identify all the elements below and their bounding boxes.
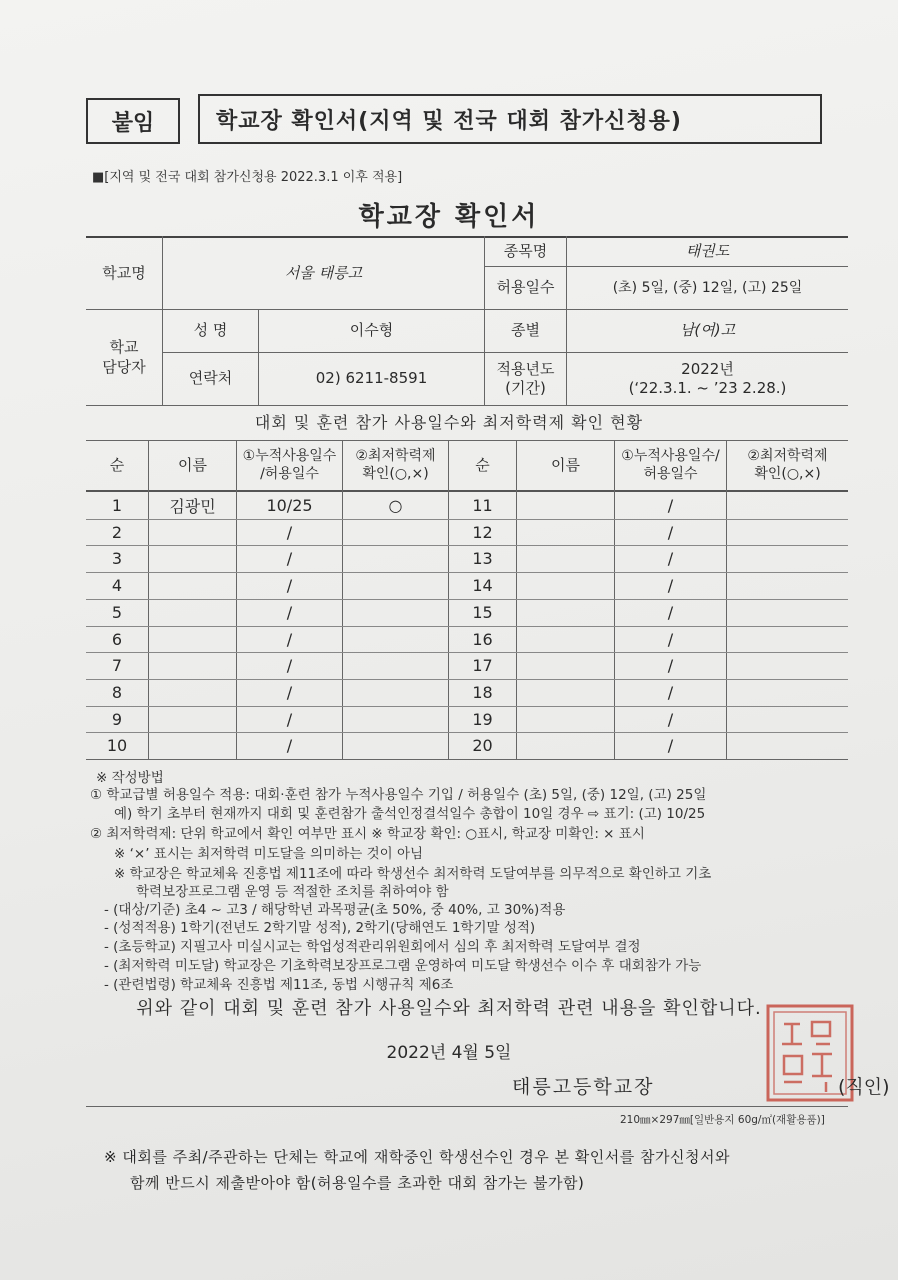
gender-label: 종별 [511,321,540,340]
right-row-days: / [667,549,674,568]
left-row-name [149,572,236,599]
col-header-no: 순 [109,456,125,475]
applicability-note: ■[지역 및 전국 대회 참가신청용 2022.3.1 이후 적용] [92,170,403,185]
note-target: - (대상/기준) 초4 ~ 고3 / 해당학년 과목평균(초 50%, 중 40%, 고 30%)적용 [104,902,566,918]
left-row-name [149,545,236,572]
left-row-days: / [286,630,293,649]
allowed-days-value: (초) 5일, (중) 12일, (고) 25일 [612,279,803,296]
left-row-no: 4 [111,576,123,595]
col-header-check-l1: ②최저학력제 [355,448,436,464]
right-row-no: 19 [472,710,493,729]
left-row-no: 6 [111,630,123,649]
bottom-notice-line2: 함께 반드시 제출받아야 함(허용일수를 초과한 대회 참가는 불가함) [130,1174,585,1192]
note-2-b: ※ 학교장은 학교체육 진흥법 제11조에 따라 학생선수 최저학력 도달여부를 의무적으로 확인하고 기초 [114,866,712,882]
usage-title: 대회 및 훈련 참가 사용일수와 최저학력제 확인 현황 [254,413,644,432]
left-row-no: 10 [106,736,128,755]
right-row-name [517,732,614,759]
seal-label: (직인) [838,1076,890,1098]
right-row-no: 15 [472,603,493,622]
note-law: - (관련법령) 학교체육 진흥법 제11조, 동법 시행규칙 제6조 [104,977,454,993]
year-value-line2: (‘22.3.1. ~ ’23 2.28.) [628,379,787,397]
col-header-name-right: 이름 [551,456,580,475]
left-row-no: 2 [111,523,123,542]
col-header-check-right [727,441,848,490]
col-header-check-l2: 확인(○,×) [362,465,429,482]
right-row-name [517,599,614,626]
left-row-check [343,572,448,599]
manager-label-line2: 담당자 [102,357,146,376]
col-header-check [343,441,448,490]
contact-value: 02) 6211-8591 [315,369,428,388]
left-row-days: / [286,603,293,622]
col-header-check-right-l2: 확인(○,×) [754,465,821,482]
right-row-no: 20 [472,736,493,755]
note-1: ① 학교급별 허용일수 적용: 대회·훈련 참가 누적사용일수 기입 / 허용일수 (초) 5일, (중) 12일, (고) 25일 [90,787,707,803]
name-value: 이수형 [349,321,394,340]
paper-spec: 210㎜×297㎜[일반용지 60g/㎡(재활용품)] [620,1114,825,1126]
right-row-days: / [667,496,674,515]
right-row-check [727,545,848,572]
col-header-days-l2: /허용일수 [260,465,319,482]
left-row-check [343,545,448,572]
manager-label [86,310,162,405]
col-header-days-right-l1: ①누적사용일수/ [621,448,720,464]
right-row-check [727,519,848,546]
confirmation-statement: 위와 같이 대회 및 훈련 참가 사용일수와 최저학력 관련 내용을 확인합니다. [136,998,762,1019]
note-grades: - (성적적용) 1학기(전년도 2학기말 성적), 2학기(당해연도 1학기말 성적) [104,920,536,936]
left-row-no: 9 [111,710,123,729]
left-row-days: / [286,576,293,595]
col-header-days-right-l2: 허용일수 [643,465,698,482]
note-2-b-cont: 학력보장프로그램 운영 등 적절한 조치를 취하여야 함 [136,884,449,900]
school-label: 학교명 [102,263,146,282]
right-row-no: 14 [472,576,493,595]
contact-label: 연락처 [188,369,233,388]
right-row-name [517,572,614,599]
right-row-no: 13 [472,549,493,568]
year-label [485,353,566,405]
left-row-name: 김광민 [169,497,216,516]
year-value [567,353,848,405]
left-row-days: / [286,683,293,702]
right-row-name [517,545,614,572]
right-row-name [517,706,614,733]
note-1-example: 예) 학기 초부터 현재까지 대회 및 훈련참가 출석인정결석일수 총합이 10일 경우 ⇨ 표기: (고) 10/25 [114,806,706,822]
left-row-check [343,732,448,759]
year-label-line2: (기간) [505,379,546,397]
left-row-no: 1 [111,496,123,515]
left-row-name [149,679,236,706]
attachment-label: 붙임 [86,98,180,144]
left-row-no: 8 [111,683,123,702]
left-row-name [149,652,236,679]
left-row-name [149,706,236,733]
document-title: 학교장 확인서 [358,202,540,232]
left-row-check [343,599,448,626]
left-row-days: / [286,736,293,755]
right-row-check [727,732,848,759]
left-row-check [343,519,448,546]
right-row-check [727,626,848,653]
left-row-check [343,679,448,706]
right-row-no: 16 [472,630,493,649]
col-header-name: 이름 [178,456,207,475]
right-row-days: / [667,710,674,729]
left-row-name [149,626,236,653]
allowed-days-label: 허용일수 [496,278,555,297]
right-row-days: / [667,736,674,755]
right-row-no: 17 [472,656,493,675]
right-row-check [727,572,848,599]
left-row-days: / [286,656,293,675]
left-row-check [343,706,448,733]
right-row-days: / [667,630,674,649]
left-row-name [149,519,236,546]
right-row-check [727,706,848,733]
right-row-days: / [667,523,674,542]
right-row-no: 11 [472,496,493,515]
left-row-days: / [286,549,293,568]
right-row-name [517,679,614,706]
left-row-no: 3 [111,549,123,568]
col-header-days-l1: ①누적사용일수 [242,448,337,464]
left-row-no: 5 [111,603,123,622]
right-row-name [517,519,614,546]
right-row-days: / [667,603,674,622]
left-row-check: ○ [388,496,403,515]
left-row-check [343,626,448,653]
gender-value: 남(여)고 [679,321,736,340]
right-row-name [517,492,614,519]
left-row-days: / [286,710,293,729]
note-below-min: - (최저학력 미도달) 학교장은 기초학력보장프로그램 운영하여 미도달 학생선수 이수 후 대회참가 가능 [104,958,702,974]
bottom-notice-line1: ※ 대회를 주최/주관하는 단체는 학교에 재학중인 학생선수인 경우 본 확인서를 참가신청서와 [104,1148,730,1166]
right-row-name [517,626,614,653]
right-row-days: / [667,683,674,702]
right-row-days: / [667,656,674,675]
note-2-a: ※ ‘×’ 표시는 최저학력 미도달을 의미하는 것이 아님 [114,846,424,862]
left-row-no: 7 [111,656,123,675]
col-header-days-right [615,441,726,490]
year-label-line1: 적용년도 [496,359,555,378]
name-label: 성 명 [193,321,228,340]
right-row-check [727,679,848,706]
right-row-name [517,652,614,679]
note-elementary: - (초등학교) 지필고사 미실시교는 학업성적관리위원회에서 심의 후 최저학력 도달여부 결정 [104,939,641,955]
left-row-name [149,599,236,626]
notes-heading: ※ 작성방법 [96,770,164,786]
sport-value: 태권도 [685,242,730,261]
right-row-check [727,599,848,626]
right-row-no: 12 [472,523,493,542]
left-row-days: 10/25 [266,496,313,515]
signature-date: 2022년 4월 5일 [386,1043,512,1063]
left-row-days: / [286,523,293,542]
manager-label-line1: 학교 [109,338,139,356]
school-value: 서울 태릉고 [284,263,363,282]
col-header-check-right-l1: ②최저학력제 [747,448,828,464]
sport-label: 종목명 [503,242,548,261]
right-row-no: 18 [472,683,493,702]
col-header-days [237,441,342,490]
left-row-name [149,732,236,759]
right-row-check [727,652,848,679]
col-header-no-right: 순 [475,456,490,475]
right-row-check [727,492,848,519]
year-value-line1: 2022년 [681,359,734,378]
note-2: ② 최저학력제: 단위 학교에서 확인 여부만 표시 ※ 학교장 확인: ○표시, 학교장 미확인: × 표시 [90,826,645,842]
header-title: 학교장 확인서(지역 및 전국 대회 참가신청용) [198,94,822,144]
principal-name: 태릉고등학교장 [512,1076,655,1098]
left-row-check [343,652,448,679]
right-row-days: / [667,576,674,595]
